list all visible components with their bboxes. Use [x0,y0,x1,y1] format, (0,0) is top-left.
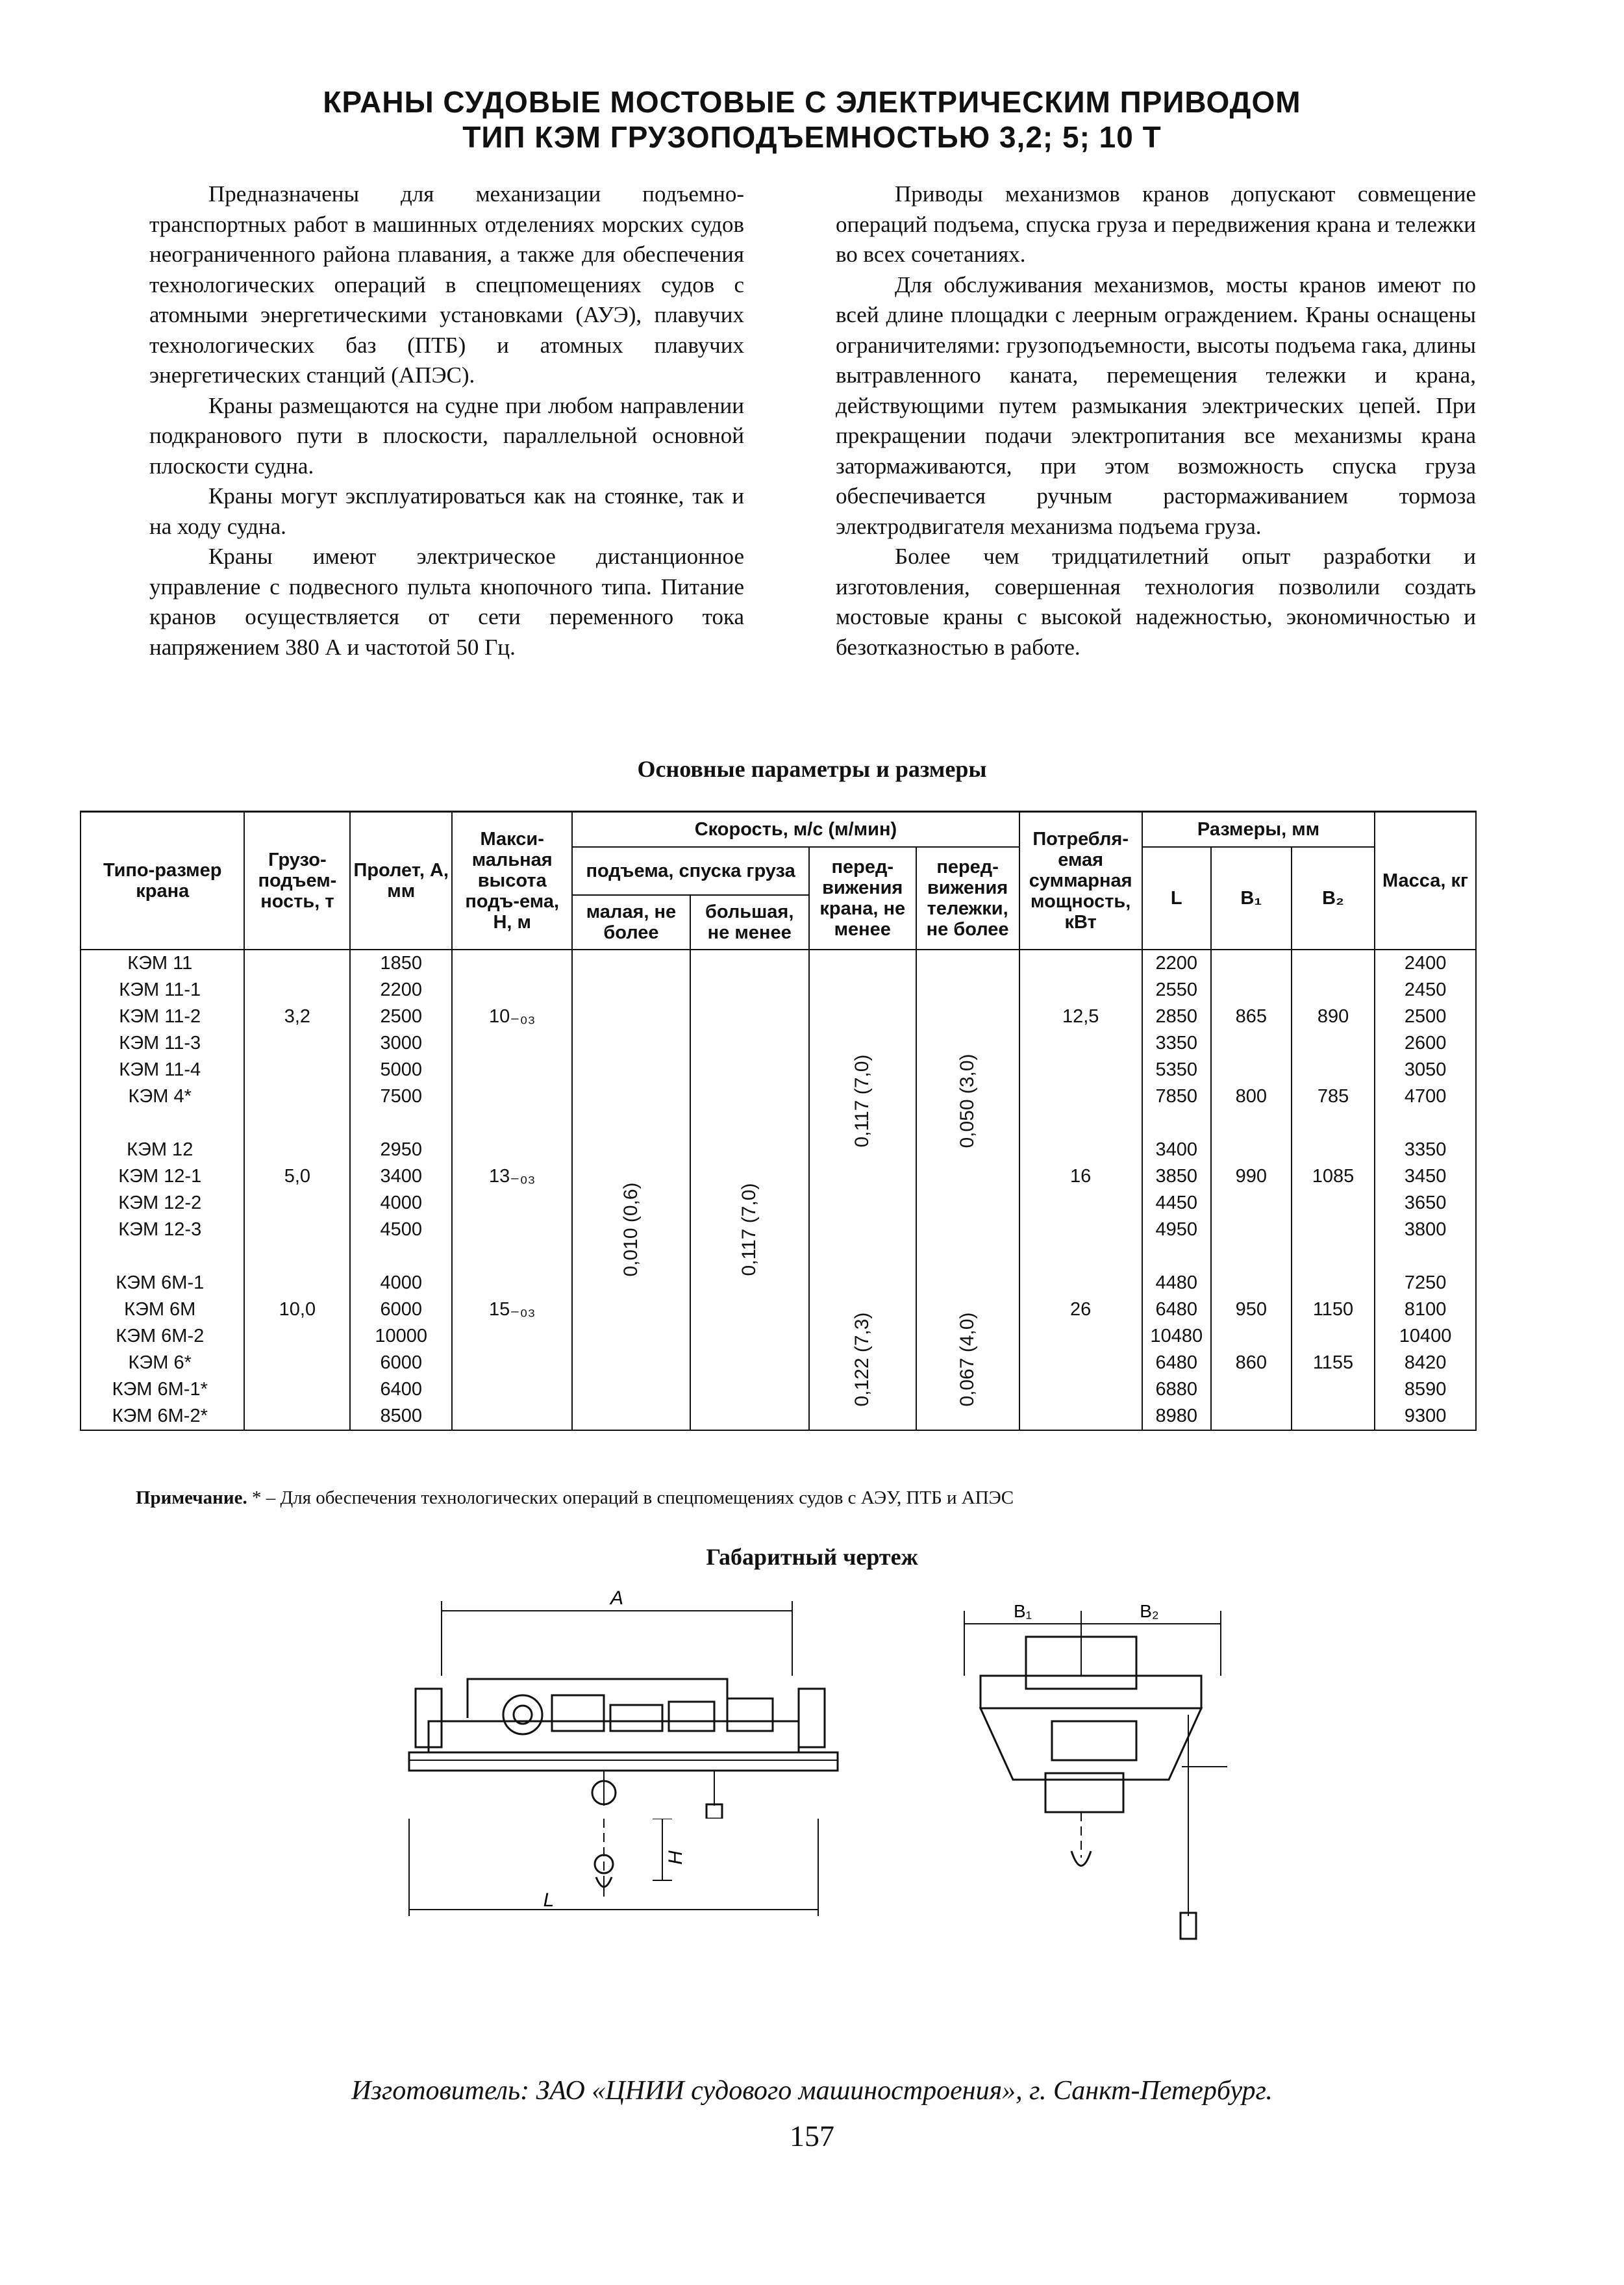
table-cell: 2600 [1404,1032,1447,1054]
table-cell: 800 [1235,1085,1267,1107]
table-cell: 10480 [1150,1325,1203,1346]
paragraph: Более чем тридцатилетний опыт разработки и изготовления, совершенная технология позволили создать мостовые краны с высокой надежностью, экономичностью и безотказностью в работе. [836,544,1476,660]
note-label: Примечание. [136,1487,247,1508]
table-cell: 6400 [380,1378,422,1400]
header-height: Макси-мальная высота подъ-ема, Н, м [452,812,572,950]
header-B2: В₂ [1292,847,1375,950]
table-cell: 865 [1235,1005,1267,1027]
header-lift-large: большая, не менее [690,895,809,950]
table-cell: 3800 [1404,1218,1447,1240]
header-B1: В₁ [1211,847,1292,950]
table-cell: 1150 [1312,1298,1354,1320]
lift-large-column [690,950,809,1430]
span-column [350,950,452,1430]
table-cell: КЭМ 11-4 [119,1059,201,1080]
table-cell: 13₋₀₃ [489,1165,536,1187]
header-trolley-travel: перед-вижения тележки, не более [916,847,1019,950]
crane-travel-column [809,950,916,1430]
dimension-label-B1: B₁ [1013,1601,1032,1621]
table-cell: 8980 [1155,1405,1198,1426]
table-cell: 2450 [1404,979,1447,1000]
page-number: 157 [790,2119,834,2152]
header-crane-travel: перед-вижения крана, не менее [809,847,916,950]
table-cell: 4500 [380,1218,422,1240]
paragraph: Приводы механизмов кранов допускают совмещение операций подъема, спуска груза и передвижения крана и тележки во всех сочетаниях. [836,181,1476,267]
table-cell: КЭМ 11 [127,952,193,974]
table-cell: 8590 [1404,1378,1447,1400]
table-cell: 3400 [380,1165,422,1187]
L-column [1142,950,1211,1430]
table-cell: 950 [1235,1298,1267,1320]
table-cell: КЭМ 12-2 [118,1192,202,1213]
table-cell: 6480 [1155,1352,1198,1373]
table-cell: 5,0 [284,1165,311,1187]
table-cell: 4480 [1155,1272,1198,1293]
table-cell: 6000 [380,1298,422,1320]
dimension-label-A: A [610,1587,624,1609]
table-cell: 4950 [1155,1218,1198,1240]
header-dims-group: Размеры, мм [1142,812,1375,847]
table-cell: 1085 [1312,1165,1355,1187]
table-cell: 26 [1070,1298,1092,1320]
vertical-value: 0,117 (7,0) [851,1054,873,1147]
table-cell: 6880 [1155,1378,1198,1400]
manufacturer: Изготовитель: ЗАО «ЦНИИ судового машиностроения», г. Санкт-Петербург. [351,2076,1273,2106]
table-cell: 1850 [380,952,422,974]
paragraph: Предназначены для механизации подъемно-транспортных работ в машинных отделениях морских судов неограниченного района плавания, а также для обеспечения технологических операций в спецпомещениях судов с атомными энергетическими установками (АУЭ), плавучих технологических баз (ПТБ) и атомных плавучих энергетических станций (АПЭС). [149,181,744,388]
table-cell: 8420 [1404,1352,1447,1373]
table-cell: 890 [1317,1005,1349,1027]
paragraph: Краны размещаются на судне при любом направлении подкранового пути в плоскости, параллельной основной плоскости судна. [149,392,744,479]
crane-front-view-lower [390,1819,844,2014]
table-cell: КЭМ 12-1 [118,1165,202,1187]
table-cell: 3,2 [284,1005,311,1027]
table-cell: 7500 [380,1085,422,1107]
table-cell: 2950 [380,1139,422,1160]
table-cell: 3400 [1155,1139,1198,1160]
table-cell: 8100 [1404,1298,1447,1320]
note-text: * – Для обеспечения технологических операций в спецпомещениях судов с АЭУ, ПТБ и АПЭС [247,1487,1014,1508]
table-cell: 6000 [380,1352,422,1373]
crane-front-view-drawing [390,1585,844,1819]
table-cell: 2500 [1404,1005,1447,1027]
crane-side-view-drawing [955,1585,1253,1975]
table-cell: 4700 [1404,1085,1447,1107]
header-lift-group: подъема, спуска груза [572,847,808,895]
power-column [1019,950,1142,1430]
table-title: Основные параметры и размеры [637,756,987,782]
mass-column [1375,950,1476,1430]
header-speed-group: Скорость, м/с (м/мин) [572,812,1019,847]
lift-small-column [572,950,690,1430]
table-cell: 12,5 [1062,1005,1099,1027]
table-cell: 10₋₀₃ [489,1005,536,1027]
table-cell: 1155 [1312,1352,1354,1373]
B2-column [1292,950,1375,1430]
table-cell: КЭМ 4* [128,1085,192,1107]
table-cell: 10400 [1399,1325,1452,1346]
table-cell: 3450 [1404,1165,1447,1187]
left-text-column [149,179,744,663]
table-cell: КЭМ 6М-1 [116,1272,205,1293]
table-cell: КЭМ 6* [128,1352,192,1373]
header-L: L [1142,847,1211,950]
type-column [81,950,244,1430]
table-cell: 7250 [1404,1272,1447,1293]
table-cell: 9300 [1404,1405,1447,1426]
table-cell: КЭМ 6М-2* [112,1405,208,1426]
vertical-value: 0,117 (7,0) [738,1183,760,1276]
table-cell: 860 [1235,1352,1267,1373]
height-column [452,950,572,1430]
table-cell: 15₋₀₃ [489,1298,536,1320]
table-cell: 2200 [1155,952,1198,974]
header-type: Типо-размер крана [81,812,244,950]
table-cell: 3650 [1404,1192,1447,1213]
table-cell: 5350 [1155,1059,1198,1080]
table-cell: 6480 [1155,1298,1198,1320]
paragraph: Краны могут эксплуатироваться как на стоянке, так и на ходу судна. [149,483,744,539]
table-cell: КЭМ 6М-1* [112,1378,208,1400]
table-cell: КЭМ 11-3 [119,1032,201,1054]
table-cell: 10,0 [279,1298,316,1320]
right-text-column [836,179,1476,663]
B1-column [1211,950,1292,1430]
vertical-value: 0,067 (4,0) [956,1311,979,1407]
header-lift-small: малая, не более [572,895,690,950]
table-cell: 990 [1235,1165,1267,1187]
table-note [136,1487,1014,1509]
table-cell: КЭМ 12 [127,1139,194,1160]
page-title-line-2: ТИП КЭМ ГРУЗОПОДЪЕМНОСТЬЮ 3,2; 5; 10 Т [462,120,1162,154]
dimension-label-L: L [543,1889,555,1911]
vertical-value: 0,050 (3,0) [956,1053,979,1148]
table-cell: 2850 [1155,1005,1198,1027]
table-cell: 3000 [380,1032,422,1054]
table-cell: 3350 [1155,1032,1198,1054]
table-cell: 3050 [1404,1059,1447,1080]
header-mass: Масса, кг [1375,812,1476,950]
drawing-title: Габаритный чертеж [706,1544,918,1570]
table-cell: 2550 [1155,979,1198,1000]
table-cell: 785 [1317,1085,1349,1107]
table-cell: КЭМ 6М [124,1298,196,1320]
header-power: Потребля-емая суммарная мощность, кВт [1019,812,1142,950]
table-cell: 4450 [1155,1192,1198,1213]
page-title-line-1: КРАНЫ СУДОВЫЕ МОСТОВЫЕ С ЭЛЕКТРИЧЕСКИМ ПРИВОДОМ [323,85,1301,119]
table-cell: КЭМ 6М-2 [116,1325,205,1346]
trolley-travel-column [916,950,1019,1430]
header-capacity: Грузо-подъем-ность, т [244,812,350,950]
table-cell: 16 [1070,1165,1092,1187]
vertical-value: 0,010 (0,6) [619,1181,642,1277]
table-cell: 3850 [1155,1165,1198,1187]
header-span: Пролет, А, мм [350,812,452,950]
table-cell: 7850 [1155,1085,1198,1107]
dimension-label-B2: B₂ [1140,1601,1159,1621]
table-cell: 4000 [380,1272,422,1293]
dimension-label-H: H [665,1850,686,1865]
table-cell: КЭМ 11-2 [119,1005,201,1027]
paragraph: Краны имеют электрическое дистанционное управление с подвесного пульта кнопочного типа. Питание кранов осуществляется от сети переменного тока напряжением 380 А и частотой 50 Гц. [149,544,744,660]
table-cell: 8500 [380,1405,422,1426]
vertical-value: 0,122 (7,3) [851,1311,873,1407]
table-cell: 2200 [380,979,422,1000]
parameters-table [80,811,1477,1431]
paragraph: Для обслуживания механизмов, мосты кранов имеют по всей длине площадки с леерным ограждением. Краны оснащены ограничителями: грузоподъемности, высоты подъема гака, длины вытравленного каната, перемещения тележки и крана, действующими путем размыкания электрических цепей. При прекращении подачи электропитания все механизмы крана затормаживаются, при этом возможность спуска груза обеспечивается ручным растормаживанием тормоза электродвигателя механизма подъема груза. [836,271,1476,539]
table-cell: КЭМ 11-1 [119,979,201,1000]
table-cell: КЭМ 12-3 [118,1218,202,1240]
table-cell: 4000 [380,1192,422,1213]
table-cell: 5000 [380,1059,422,1080]
table-cell: 10000 [375,1325,428,1346]
table-cell: 2500 [380,1005,422,1027]
table-cell: 3350 [1404,1139,1447,1160]
capacity-column [244,950,350,1430]
table-cell: 2400 [1404,952,1447,974]
